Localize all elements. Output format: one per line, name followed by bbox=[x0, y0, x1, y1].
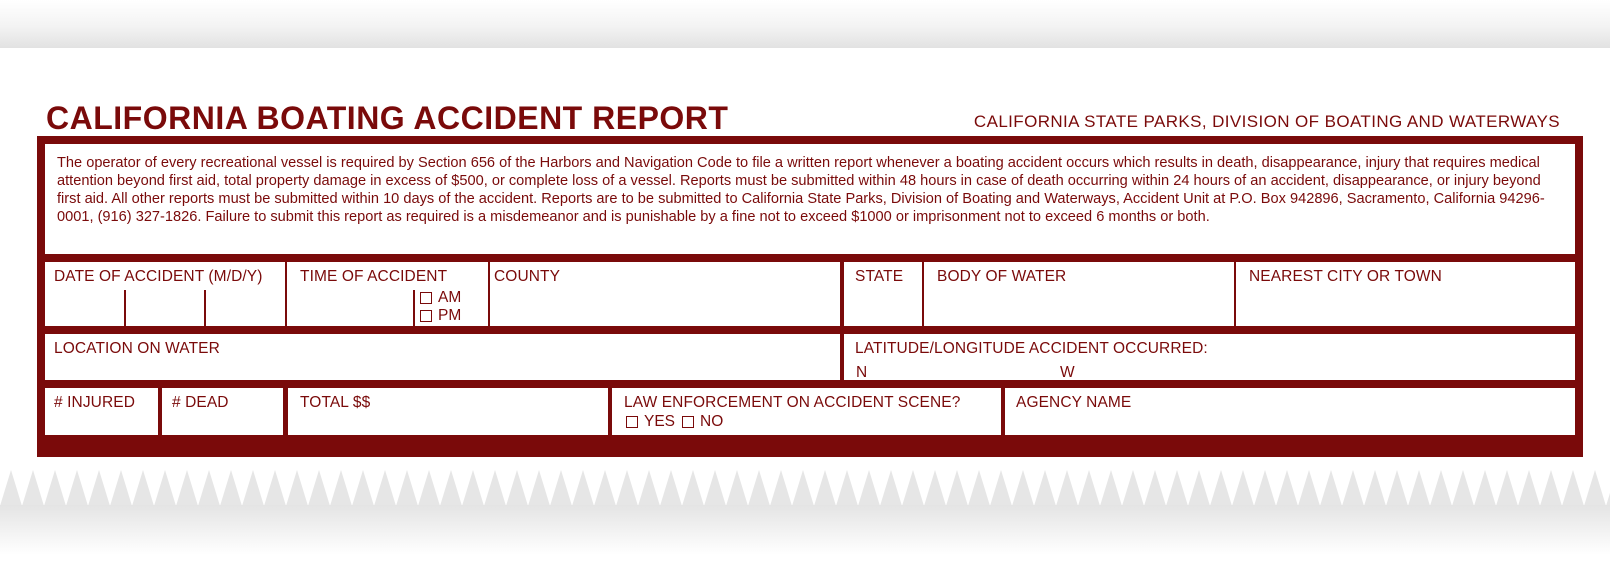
top-page-shadow bbox=[0, 0, 1610, 48]
nearest-city-label: NEAREST CITY OR TOWN bbox=[1249, 268, 1442, 285]
no-label: NO bbox=[700, 413, 724, 430]
time-divider bbox=[413, 290, 415, 326]
accident-form bbox=[37, 136, 1583, 457]
county-field[interactable] bbox=[490, 262, 840, 326]
time-of-accident-label: TIME OF ACCIDENT bbox=[300, 268, 448, 285]
total-damage-label: TOTAL $$ bbox=[300, 394, 371, 411]
county-label: COUNTY bbox=[494, 268, 561, 285]
location-on-water-field[interactable] bbox=[45, 334, 840, 380]
agency-name-label: AGENCY NAME bbox=[1016, 394, 1132, 411]
pm-label: PM bbox=[438, 307, 462, 324]
lat-long-field[interactable] bbox=[844, 334, 1575, 380]
date-of-accident-field[interactable] bbox=[45, 262, 285, 326]
form-title: CALIFORNIA BOATING ACCIDENT REPORT bbox=[46, 100, 729, 136]
injured-label: # INJURED bbox=[54, 394, 135, 411]
agency-heading: CALIFORNIA STATE PARKS, DIVISION OF BOATING AND WATERWAYS bbox=[973, 112, 1560, 131]
date-of-accident-label: DATE OF ACCIDENT (M/D/Y) bbox=[54, 268, 263, 285]
law-enforcement-label: LAW ENFORCEMENT ON ACCIDENT SCENE? bbox=[624, 394, 961, 411]
dead-label: # DEAD bbox=[172, 394, 229, 411]
date-divider-day bbox=[204, 290, 206, 326]
pm-checkbox[interactable] bbox=[420, 307, 461, 325]
north-label: N bbox=[856, 364, 868, 381]
injured-count-field[interactable] bbox=[45, 388, 158, 435]
agency-name-field[interactable] bbox=[1005, 388, 1575, 435]
instructions-box bbox=[45, 144, 1575, 254]
yes-checkbox-icon bbox=[626, 416, 638, 428]
am-checkbox[interactable] bbox=[420, 289, 461, 307]
date-divider-month bbox=[124, 290, 126, 326]
am-checkbox-icon bbox=[420, 292, 432, 304]
torn-edge-shadow bbox=[0, 470, 1610, 576]
dead-count-field[interactable] bbox=[162, 388, 283, 435]
state-field[interactable] bbox=[844, 262, 922, 326]
time-of-accident-field[interactable] bbox=[287, 262, 488, 326]
state-label: STATE bbox=[855, 268, 904, 285]
location-on-water-label: LOCATION ON WATER bbox=[54, 340, 220, 357]
body-of-water-label: BODY OF WATER bbox=[937, 268, 1067, 285]
nearest-city-field[interactable] bbox=[1236, 262, 1575, 326]
total-damage-field[interactable] bbox=[288, 388, 608, 435]
west-label: W bbox=[1060, 364, 1075, 381]
no-checkbox-icon bbox=[682, 416, 694, 428]
body-of-water-field[interactable] bbox=[924, 262, 1234, 326]
pm-checkbox-icon bbox=[420, 310, 432, 322]
lat-long-label: LATITUDE/LONGITUDE ACCIDENT OCCURRED: bbox=[855, 340, 1208, 357]
instructions-text: The operator of every recreational vessel is required by Section 656 of the Harbors and Navigation Code to file a written report whenever a boating accident occurs which results in death, disappearance, injury that requires medical attention beyond first aid, total property damage in excess of $500, or complete loss of a vessel. Reports must be submitted within 48 hours in case of death occurring within 24 hours of an accident, disappearance, or injury beyond first aid. All other reports must be submitted within 10 days of the accident. Reports are to be submitted to California State Parks, Division of Boating and Waterways, Accident Unit at P.O. Box 942896, Sacramento, California 94296-0001, (916) 327-1826. Failure to submit this report as required is a misdemeanor and is punishable by a fine not to exceed $1000 or imprisonment not to exceed 6 months or both. bbox=[57, 155, 1545, 225]
yes-label: YES bbox=[644, 413, 676, 430]
yes-checkbox[interactable] bbox=[626, 413, 675, 431]
no-checkbox[interactable] bbox=[682, 413, 723, 431]
am-label: AM bbox=[438, 289, 462, 306]
law-enforcement-field bbox=[612, 388, 1001, 435]
